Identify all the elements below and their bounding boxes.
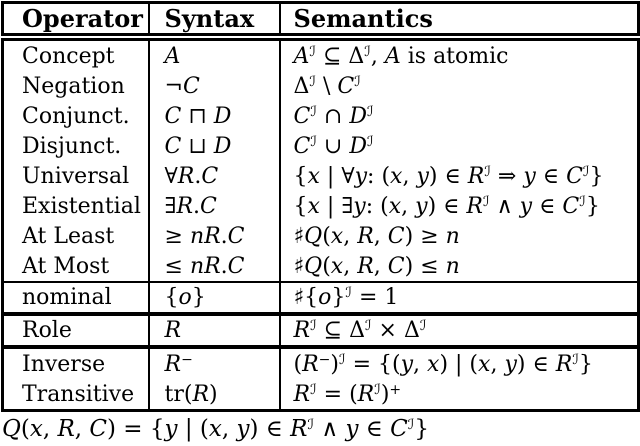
math-token: , (42, 416, 58, 442)
math-token: y (236, 416, 250, 442)
math-token: D (213, 103, 232, 129)
semantics-cell (280, 251, 639, 282)
syntax-cell (149, 314, 280, 347)
math-token: ∪ (316, 133, 350, 159)
math-token: R (357, 223, 374, 249)
math-token: , (402, 163, 417, 189)
superscript-token: ℐ (310, 133, 317, 150)
math-token: , (74, 416, 90, 442)
superscript-token: ℐ (310, 103, 317, 120)
math-token: R (164, 351, 182, 377)
math-token: : ( (365, 193, 389, 219)
math-token: x (388, 193, 402, 219)
math-token: R (177, 163, 195, 189)
math-token: R (302, 351, 319, 377)
syntax-cell (149, 161, 280, 191)
superscript-token: ℐ (309, 43, 316, 60)
math-token: x (307, 193, 320, 219)
table-row (3, 161, 639, 191)
math-token: ) = { (107, 416, 165, 442)
math-token: ♯{ (293, 285, 319, 310)
math-token: = {( (345, 351, 401, 377)
math-token: | ( (177, 416, 209, 442)
math-token: y (345, 416, 359, 442)
dl-syntax-semantics-figure (0, 1, 640, 446)
math-token: , (490, 351, 505, 377)
superscript-token: ℐ (354, 73, 361, 90)
math-token: C (200, 193, 217, 219)
syntax-cell (149, 347, 280, 379)
superscript-token: ℐ (579, 193, 586, 210)
math-token: tr( (164, 381, 193, 407)
operator-cell: At Least (3, 221, 149, 251)
table-header (3, 3, 639, 38)
superscript-token: ℐ (309, 73, 316, 90)
table-row (3, 131, 639, 161)
math-token: : ( (367, 163, 391, 189)
superscript-token: ℐ (419, 318, 427, 334)
semantics-cell (280, 282, 639, 314)
math-token: ) | ( (439, 351, 479, 377)
table-row (3, 101, 639, 131)
math-token: R (357, 381, 375, 407)
superscript-token: + (389, 381, 402, 398)
superscript-token: ℐ (339, 351, 346, 368)
superscript-token: ℐ (366, 103, 374, 120)
semantics-cell (280, 161, 639, 191)
math-token: , (221, 416, 237, 442)
math-token: C (182, 73, 200, 99)
math-token: C (390, 416, 408, 442)
math-token: ♯ (293, 223, 305, 249)
operator-cell: nominal (3, 282, 149, 314)
math-token: R (293, 318, 311, 343)
column-header-semantics: Semantics (280, 3, 639, 38)
math-token: R (192, 381, 210, 407)
math-token: . (220, 223, 228, 249)
math-token: y (523, 163, 536, 189)
math-token: ∀ (164, 163, 178, 189)
math-token: R (467, 163, 485, 189)
superscript-token: ℐ (484, 163, 491, 180)
math-token: x (307, 163, 320, 189)
math-token: y (353, 193, 366, 219)
math-token: C (89, 416, 108, 442)
math-token: ∈ (535, 163, 567, 189)
math-token: \ (315, 73, 338, 99)
math-token: , (370, 43, 385, 69)
math-token: D (349, 133, 367, 159)
superscript-token: ℐ (310, 318, 317, 334)
syntax-cell (149, 131, 280, 161)
superscript-token: ℐ (483, 193, 490, 210)
math-token: , (401, 193, 416, 219)
operator-cell: Role (3, 314, 149, 347)
math-token: y (400, 351, 414, 377)
math-token: R (176, 193, 194, 219)
syntax-cell (149, 71, 280, 101)
superscript-token: ℐ (366, 133, 374, 150)
footnote-formula (2, 416, 640, 442)
math-token: C (387, 253, 405, 279)
math-token: R (290, 416, 308, 442)
math-token: C (293, 133, 311, 159)
operator-cell: Transitive (3, 379, 149, 411)
math-token: C (387, 223, 405, 249)
math-token: ⇒ (490, 163, 524, 189)
semantics-cell (280, 314, 639, 347)
math-token: ) ∈ (427, 193, 467, 219)
superscript-token: − (181, 351, 193, 368)
math-token: x (427, 351, 440, 377)
math-token: } (191, 285, 206, 310)
math-token: x (29, 416, 43, 442)
syntax-cell (149, 221, 280, 251)
math-token: ⊆ Δ (316, 318, 365, 343)
math-token: A (164, 43, 181, 69)
table-row (3, 251, 639, 282)
math-token: ( (322, 253, 331, 279)
math-token: , (373, 253, 388, 279)
math-token: = 1 (351, 285, 399, 310)
math-token: } (578, 351, 593, 377)
superscript-token: ℐ (374, 381, 381, 398)
math-token: ∈ (358, 416, 391, 442)
math-token: . (194, 163, 202, 189)
math-token: R (555, 351, 573, 377)
math-token: ∈ (532, 193, 563, 219)
math-token: R (164, 318, 182, 343)
math-token: , (343, 253, 358, 279)
semantics-cell (280, 101, 639, 131)
math-token: C (201, 163, 219, 189)
math-token: . (220, 253, 228, 279)
math-token: n (445, 253, 460, 279)
math-token: A (293, 43, 310, 69)
math-token: } (585, 193, 600, 219)
math-token: , (373, 223, 388, 249)
math-token: , (413, 351, 428, 377)
row-group-4 (3, 347, 639, 411)
math-token: A (384, 43, 401, 69)
math-token: R (57, 416, 75, 442)
math-token: x (330, 253, 344, 279)
superscript-token: ℐ (407, 417, 415, 433)
math-token: ) ≥ (404, 223, 446, 249)
math-token: Q (2, 416, 21, 442)
syntax-cell (149, 379, 280, 411)
math-token: ♯ (293, 253, 305, 279)
table-row (3, 347, 639, 379)
superscript-token: ℐ (307, 417, 315, 433)
operator-cell: Disjunct. (3, 131, 149, 161)
math-token: . (193, 193, 201, 219)
math-token: o (318, 285, 332, 310)
math-token: ⊔ (181, 133, 214, 159)
table-row (3, 314, 639, 347)
column-header-operator: Operator (3, 3, 149, 38)
math-token: ≥ (164, 223, 190, 249)
math-token: y (164, 416, 178, 442)
dl-operator-table (1, 1, 640, 412)
superscript-token: ℐ (364, 43, 371, 60)
math-token: } (589, 163, 604, 189)
math-token: ( (322, 223, 331, 249)
row-group-2 (3, 282, 639, 314)
math-token: R (293, 381, 311, 407)
table-row (3, 379, 639, 411)
math-token: C (164, 133, 182, 159)
math-token: y (519, 193, 533, 219)
operator-cell: Concept (3, 37, 149, 71)
math-token: y (415, 193, 428, 219)
math-token: C (562, 193, 580, 219)
semantics-cell (280, 347, 639, 379)
header-row (3, 3, 639, 38)
math-token: ⊆ Δ (315, 43, 365, 69)
math-token: × Δ (371, 318, 420, 343)
syntax-cell (149, 101, 280, 131)
math-token: { (164, 285, 179, 310)
math-token: { (293, 163, 308, 189)
math-token: y (504, 351, 517, 377)
semantics-cell (280, 379, 639, 411)
row-group-1 (3, 37, 639, 282)
math-token: Q (304, 223, 323, 249)
math-token: ) ∈ (249, 416, 291, 442)
math-token: D (213, 133, 232, 159)
math-token: x (390, 163, 403, 189)
operator-cell: Negation (3, 71, 149, 101)
math-token: { (293, 193, 308, 219)
operator-cell: Conjunct. (3, 101, 149, 131)
math-token: y (416, 163, 429, 189)
table-row (3, 282, 639, 314)
table-row (3, 37, 639, 71)
operator-cell: Inverse (3, 347, 149, 379)
math-token: ∧ (314, 416, 346, 442)
table-row (3, 71, 639, 101)
syntax-cell (149, 251, 280, 282)
superscript-token: ℐ (572, 351, 579, 368)
math-token: x (478, 351, 491, 377)
semantics-cell (280, 191, 639, 221)
table-row (3, 221, 639, 251)
math-token: ) (330, 351, 339, 377)
math-token: } (414, 416, 429, 442)
math-token: ) ∈ (428, 163, 468, 189)
math-token: ⊓ (181, 103, 214, 129)
semantics-cell (280, 221, 639, 251)
math-token: ) ≤ (404, 253, 446, 279)
operator-cell: Universal (3, 161, 149, 191)
math-token: n (445, 223, 460, 249)
math-token: Q (304, 253, 323, 279)
superscript-token: ℐ (310, 381, 317, 398)
superscript-token: ℐ (364, 318, 372, 334)
math-token: D (349, 103, 367, 129)
syntax-cell (149, 191, 280, 221)
math-token: C (164, 103, 182, 129)
math-token: o (178, 285, 192, 310)
math-token: ∩ (316, 103, 350, 129)
superscript-token: ℐ (345, 285, 352, 301)
math-token: | ∀ (319, 163, 355, 189)
table-row (3, 191, 639, 221)
math-token: , (343, 223, 358, 249)
math-token: C (227, 253, 245, 279)
math-token: Δ (293, 73, 310, 99)
math-token: ( (20, 416, 30, 442)
math-token: x (208, 416, 222, 442)
semantics-cell (280, 37, 639, 71)
math-token: R (357, 253, 374, 279)
math-token: nR (189, 253, 221, 279)
math-token: R (466, 193, 483, 219)
row-group-3 (3, 314, 639, 347)
math-token: ) (380, 381, 390, 407)
semantics-cell (280, 131, 639, 161)
math-token: C (227, 223, 245, 249)
semantics-cell (280, 71, 639, 101)
math-token: nR (189, 223, 221, 249)
math-token: ∃ (164, 193, 177, 219)
math-token: ( (293, 351, 303, 377)
math-token: C (337, 73, 355, 99)
syntax-cell (149, 37, 280, 71)
math-token: ¬ (164, 73, 183, 99)
math-token: ) (209, 381, 218, 407)
superscript-token: ℐ (582, 163, 590, 180)
math-token: ≤ (164, 253, 190, 279)
math-token: ) ∈ (516, 351, 556, 377)
math-token: C (293, 103, 311, 129)
math-token: is atomic (400, 43, 509, 69)
math-token: y (354, 163, 368, 189)
operator-cell: At Most (3, 251, 149, 282)
operator-cell: Existential (3, 191, 149, 221)
math-token: = ( (316, 381, 358, 407)
syntax-cell (149, 282, 280, 314)
superscript-token: − (318, 351, 331, 368)
math-token: ∧ (489, 193, 520, 219)
math-token: } (331, 285, 346, 310)
math-token: | ∃ (319, 193, 354, 219)
math-token: x (330, 223, 344, 249)
math-token: C (566, 163, 583, 189)
column-header-syntax: Syntax (149, 3, 280, 38)
